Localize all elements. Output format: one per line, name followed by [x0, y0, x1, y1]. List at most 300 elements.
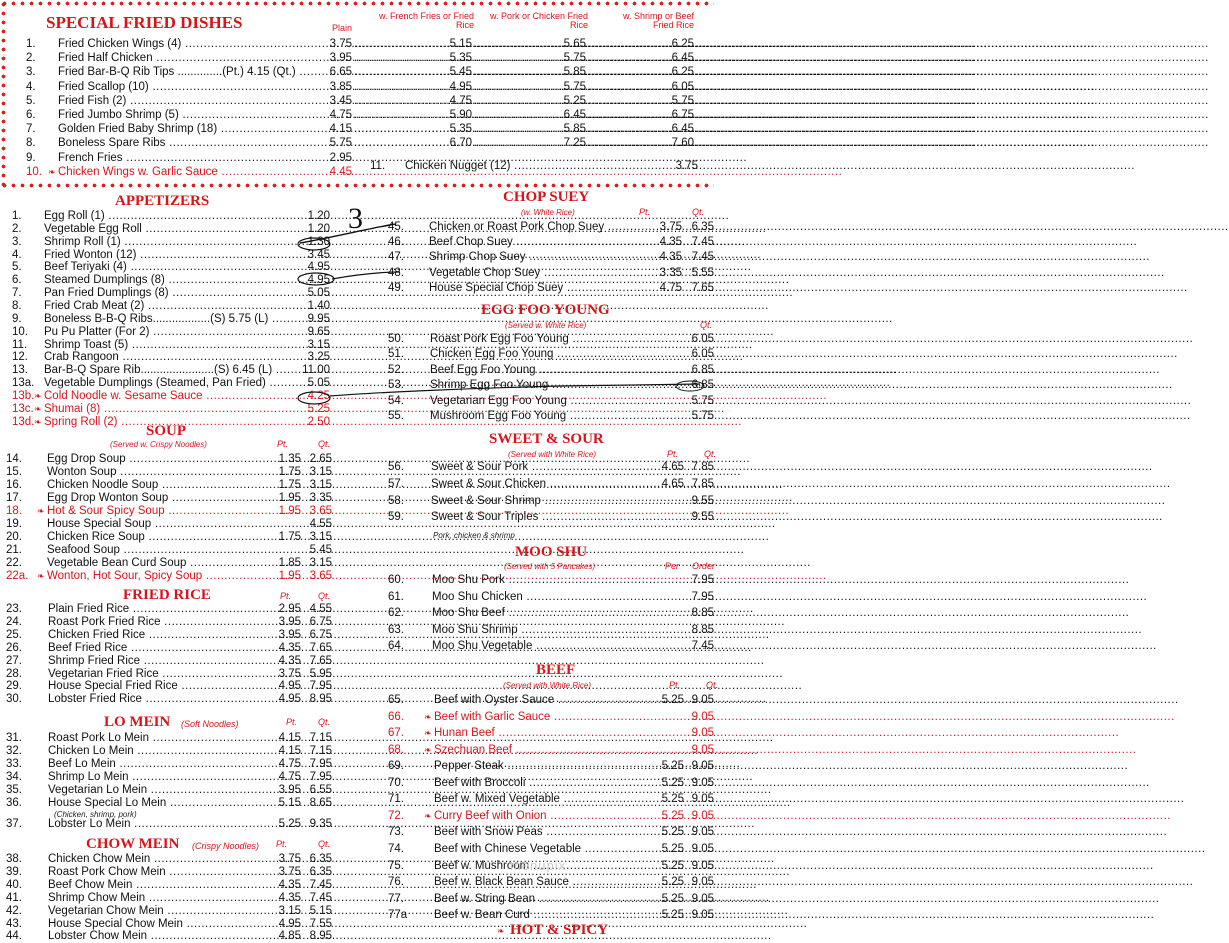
price-quart: 8.95: [309, 930, 332, 943]
item-price: 9.95: [307, 312, 330, 325]
price-pint: 3.15: [278, 904, 301, 917]
price-quart: 9.05: [691, 842, 714, 855]
price-quart: 8.65: [309, 796, 332, 809]
price-shrimp: 6.25: [671, 66, 694, 79]
item-name: Sweet & Sour Triples .....: [431, 511, 654, 524]
item-number: 18.: [6, 505, 22, 517]
price-french: 5.35: [449, 123, 472, 136]
item-price: 5.75: [691, 394, 714, 407]
price-quart: 7.65: [691, 281, 714, 294]
lo-mein-note: (Chicken, shrimp, pork): [54, 810, 137, 819]
item-price: 3.15: [307, 338, 330, 351]
item-number: 4.: [12, 248, 22, 261]
price-quart: 7.45: [691, 251, 714, 264]
price-pint: 4.35: [659, 251, 682, 264]
price-pint: 5.25: [661, 776, 684, 789]
item-name: Boneless B-B-Q Ribs..................(S) 5.75 (L) .....: [44, 313, 298, 326]
price-pork: 5.75: [563, 52, 586, 65]
price-quart: 7.45: [309, 891, 332, 904]
price-pint: 4.75: [278, 770, 301, 783]
item-price: 8.85: [691, 623, 714, 636]
item-name: Shrimp Fried Rice .....: [48, 655, 273, 668]
item-price: 11.00: [302, 364, 330, 377]
item-number: 12.: [12, 351, 28, 364]
price-pint: 1.95: [278, 492, 301, 504]
price-quart: 9.05: [691, 909, 714, 922]
item-price: 6.05: [691, 333, 714, 345]
soup-subtitle: (Served w. Crispy Noodles): [110, 440, 207, 449]
price-quart: 5.55: [691, 266, 714, 279]
price-pint: 1.95: [278, 505, 301, 517]
item-price: 1.20: [307, 210, 330, 222]
item-name: Beef Chop Suey .....: [429, 236, 652, 249]
item-name: Roast Pork Egg Foo Young .....: [430, 333, 682, 346]
item-price: 5.05: [307, 377, 330, 390]
price-quart: 9.05: [691, 743, 714, 756]
price-pint: 3.75: [659, 221, 682, 233]
beef-subtitle: (Served with White Rice): [503, 681, 592, 690]
item-name: Pu Pu Platter (For 2) .....: [44, 326, 298, 339]
price-quart: 7.95: [309, 770, 332, 783]
item-price: 4.25: [307, 389, 330, 402]
price-quart: 9.05: [691, 876, 714, 889]
item-number: 38.: [6, 853, 22, 865]
item-number: 9.: [12, 312, 22, 325]
chili-pepper-icon: ❧: [424, 744, 432, 755]
price-pint: 4.95: [278, 917, 301, 930]
item-name: Beef Teriyaki (4) .....: [44, 261, 298, 274]
hot-spicy-title: HOT & SPICY: [510, 922, 609, 938]
item-number: 66.: [388, 710, 404, 723]
item-name: Chicken or Roast Pork Chop Suey .....: [429, 221, 652, 234]
price-pint: 4.95: [278, 680, 301, 693]
item-price: 4.95: [307, 261, 330, 274]
item-name: Pepper Steak .....: [434, 760, 654, 773]
price-pint: 5.25: [661, 892, 684, 905]
beef-title: BEEF: [536, 662, 576, 678]
price-quart: 4.55: [309, 518, 332, 530]
item-price: 6.05: [691, 348, 714, 361]
price-shrimp: 6.25: [671, 38, 694, 50]
item-price: 5.75: [691, 410, 714, 422]
price-quart: 5.95: [309, 667, 332, 680]
item-price: 3.25: [307, 351, 330, 364]
item-number: 29.: [6, 680, 22, 693]
chili-pepper-icon: ❧: [497, 926, 505, 936]
item-name: Beef w. Black Bean Sauce .....: [434, 876, 654, 889]
price-pint: 1.95: [278, 570, 301, 582]
price-pint: 4.35: [278, 654, 301, 667]
item-number: 30.: [6, 693, 22, 706]
sweet_sour-header-qt: Qt.: [704, 449, 717, 459]
item-name: Fried Crab Meat (2) .....: [44, 300, 298, 313]
item-number: 37.: [6, 818, 22, 831]
item-number: 68.: [388, 743, 404, 756]
item-name: Pan Fried Dumplings (8) .....: [44, 287, 298, 300]
item-number: 28.: [6, 667, 22, 680]
item-number: 36.: [6, 796, 22, 809]
item-name: Roast Pork Lo Mein .....: [48, 732, 273, 745]
item-name: Plain Fried Rice .....: [48, 603, 273, 616]
item-number: 76.: [388, 876, 404, 889]
item-number: 25.: [6, 628, 22, 641]
item-name: Fried Chicken Wings (4) .....: [58, 38, 322, 51]
item-number: 65.: [388, 694, 404, 706]
sweet_sour-subtitle: (Served with White Rice): [508, 450, 597, 459]
item-name: Szechuan Beef .....: [434, 744, 654, 757]
soup-header-pt: Pt.: [277, 439, 289, 449]
price-quart: 6.55: [309, 783, 332, 796]
item-name: Vegetable Bean Curd Soup .....: [47, 557, 273, 570]
chili-pepper-icon: ❧: [424, 728, 432, 739]
item-name: Chicken Lo Mein .....: [48, 745, 273, 758]
header-french: w. French Fries or Fried Rice: [378, 11, 474, 30]
price-quart: 9.05: [691, 892, 714, 905]
item-number: 15.: [6, 466, 22, 478]
item-name: Curry Beef with Onion .....: [434, 810, 654, 823]
price-plain: 4.15: [329, 123, 352, 136]
item-number: 32.: [6, 744, 22, 757]
item-name: Moo Shu Shrimp .....: [432, 624, 682, 637]
price-pork: 5.25: [563, 94, 586, 107]
price-pint: 1.75: [278, 531, 301, 543]
price-quart: 7.55: [309, 917, 332, 930]
item-number: 9.: [26, 151, 36, 164]
item-name: Cold Noodle w. Sesame Sauce .....: [44, 390, 298, 403]
price-pork: 5.85: [563, 123, 586, 136]
item-number: 77.: [388, 892, 404, 905]
item-price: 4.95: [307, 274, 330, 287]
item-name: House Special Fried Rice .....: [48, 680, 273, 693]
chop_suey-header-qt: Qt.: [692, 207, 705, 217]
item-name: Vegetarian Fried Rice .....: [48, 668, 273, 681]
item-number: 20.: [6, 531, 22, 543]
item-name: Bar-B-Q Spare Rib.......................(S) 6.45 (L) .....: [44, 364, 298, 377]
price-quart: 6.35: [309, 865, 332, 878]
item-number: 27.: [6, 654, 22, 667]
item-number: 35.: [6, 783, 22, 796]
moo_shu-subtitle: (Served with 5 Pancakes): [504, 562, 596, 571]
item-name: Vegetable Egg Roll .....: [44, 223, 298, 236]
price-pint: 5.25: [661, 909, 684, 922]
price-quart: 7.95: [309, 680, 332, 693]
item-name: Beef Fried Rice .....: [48, 642, 273, 655]
item-price: 6.85: [691, 363, 714, 376]
item-number: 50.: [388, 333, 404, 345]
price-pork: 6.45: [563, 109, 586, 121]
item-name: Shrimp Chop Suey .....: [429, 251, 652, 264]
item-number: 71.: [388, 793, 404, 806]
item-name: Beef w. Mixed Vegetable .....: [434, 793, 654, 806]
item-number: 1.: [26, 38, 36, 50]
chili-pepper-icon: ❧: [34, 390, 42, 401]
fried_rice-title: FRIED RICE: [123, 587, 211, 603]
price-quart: 7.85: [691, 477, 714, 490]
item-name: House Special Chop Suey .....: [429, 282, 652, 295]
price-pint: 3.95: [278, 783, 301, 796]
price-quart: 9.05: [691, 710, 714, 723]
price-plain: 4.75: [329, 109, 352, 121]
price-pint: 4.15: [278, 744, 301, 757]
item-name: Moo Shu Beef .....: [432, 607, 682, 620]
item-number: 55.: [388, 410, 404, 422]
chili-pepper-icon: ❧: [34, 403, 42, 414]
price-pint: 5.25: [661, 694, 684, 706]
price-pint: 5.15: [278, 796, 301, 809]
price-shrimp: 7.60: [671, 137, 694, 150]
item-number: 33.: [6, 757, 22, 770]
item-number: 60.: [388, 574, 404, 586]
item-number: 11.: [12, 338, 28, 351]
price-pint: 3.75: [278, 667, 301, 680]
item-number: 74.: [388, 842, 404, 855]
price-quart: 3.15: [309, 557, 332, 569]
item-number: 73.: [388, 826, 404, 839]
egg_foo_young-subtitle: (Served w. White Rice): [505, 321, 587, 330]
chili-pepper-icon: ❧: [37, 571, 45, 581]
item-number: 77a: [388, 909, 408, 922]
item-number: 23.: [6, 603, 22, 615]
price-shrimp: 6.75: [671, 109, 694, 121]
chili-pepper-icon: ❧: [37, 506, 45, 516]
item-number: 8.: [12, 299, 22, 312]
item-number: 22a.: [6, 570, 29, 582]
item-number: 19.: [6, 518, 22, 530]
item-name: Chicken Wings w. Garlic Sauce .....: [58, 166, 322, 179]
item-name: Egg Drop Wonton Soup .....: [47, 492, 273, 505]
appetizers-title: APPETIZERS: [115, 193, 210, 209]
header-shrimp: w. Shrimp or Beef Fried Rice: [622, 11, 694, 30]
item-name: Roast Pork Fried Rice .....: [48, 616, 273, 629]
item-name: Lobster Lo Mein .....: [48, 818, 273, 831]
price-quart: 4.55: [309, 603, 332, 615]
item-number: 69.: [388, 760, 404, 773]
item-number: 53.: [388, 379, 404, 392]
price-quart: 6.35: [691, 221, 714, 233]
item-number: 21.: [6, 544, 22, 556]
item-number: 2.: [12, 222, 22, 235]
item-price: 5.05: [307, 287, 330, 300]
item-name: Shrimp Lo Mein .....: [48, 771, 273, 784]
item-price: 8.85: [691, 607, 714, 620]
item-number: 54.: [388, 394, 404, 407]
egg_foo_young-title: EGG FOO YOUNG: [481, 302, 610, 318]
price-pint: 4.65: [661, 461, 684, 473]
price-quart: 3.65: [309, 570, 332, 582]
price-quart: 9.05: [691, 760, 714, 773]
item-price: 9.65: [307, 325, 330, 338]
item-name: Chicken Chow Mein .....: [48, 853, 273, 866]
price-pint: 5.25: [661, 876, 684, 889]
price-pint: 5.25: [278, 818, 301, 831]
price-pint: 1.85: [278, 557, 301, 569]
item-name: Sweet & Sour Shrimp .....: [431, 495, 654, 508]
price-pint: 4.15: [278, 732, 301, 744]
item-number: 58.: [388, 494, 404, 507]
item-name: Shrimp Roll (1) .....: [44, 236, 298, 249]
item-name: Chicken Rice Soup .....: [47, 531, 273, 544]
item-number: 48.: [388, 266, 404, 279]
item-name: Sweet & Sour Chicken .....: [431, 478, 654, 491]
item-number: 17.: [6, 492, 22, 504]
item-number: 13a.: [12, 377, 35, 390]
item-name: Beef with Garlic Sauce .....: [434, 711, 654, 724]
price-quart: 6.75: [309, 615, 332, 628]
price-french: 4.75: [449, 94, 472, 107]
price-quart: 9.05: [691, 826, 714, 839]
price-quart: 6.35: [309, 853, 332, 865]
item-name: Moo Shu Vegetable .....: [432, 640, 682, 653]
item-name: Shrimp Chow Mein .....: [48, 892, 273, 905]
price-pint: 3.75: [278, 865, 301, 878]
price-pint: 3.95: [278, 615, 301, 628]
price-quart: 5.15: [309, 904, 332, 917]
item-name: Sweet & Sour Pork .....: [431, 461, 654, 474]
item-name: Beef with Snow Peas .....: [434, 826, 654, 839]
price-quart: 9.55: [691, 494, 714, 507]
price-plain: 4.45: [329, 165, 352, 178]
item-name: Hunan Beef .....: [434, 727, 654, 740]
fried_rice-header-qt: Qt.: [318, 591, 331, 601]
price-pint: 4.35: [278, 891, 301, 904]
price-pint: 5.25: [661, 809, 684, 822]
item-name: House Special Chow Mein .....: [48, 918, 273, 931]
price-quart: 2.65: [309, 453, 332, 465]
item-name: Fried Bar-B-Q Rib Tips ..............(Pt.) 4.15 (Qt.) .....: [58, 66, 322, 79]
lo_mein-subtitle: (Soft Noodles): [181, 719, 239, 729]
price-quart: 9.35: [309, 818, 332, 831]
item-number: 8.: [26, 137, 36, 150]
item-number: 24.: [6, 615, 22, 628]
price-pint: 1.75: [278, 466, 301, 478]
item-name: Shrimp Toast (5) .....: [44, 339, 298, 352]
price-pint: 4.35: [278, 641, 301, 654]
lo_mein-title: LO MEIN: [104, 714, 171, 730]
item-name: Vegetarian Egg Foo Young .....: [430, 395, 682, 408]
item-number: 49.: [388, 281, 404, 294]
price-plain: 6.65: [329, 66, 352, 79]
price-quart: 3.15: [309, 531, 332, 543]
item-number: 62.: [388, 607, 404, 620]
sweet_sour-header-pt: Pt.: [667, 449, 679, 459]
price-plain: 3.45: [329, 94, 352, 107]
price-shrimp: 6.05: [671, 80, 694, 93]
item-number: 6.: [12, 274, 22, 287]
item-number: 61.: [388, 590, 404, 603]
fried_rice-header-pt: Pt.: [280, 591, 292, 601]
item-name: Beef with Broccoli .....: [434, 777, 654, 790]
item-number: 57.: [388, 477, 404, 490]
item-number: 13b.: [12, 389, 35, 402]
moo_shu-header-per: Per: [665, 561, 680, 571]
item-name: Seafood Soup .....: [47, 544, 273, 557]
price-quart: 3.35: [309, 492, 332, 504]
item-name: Fried Fish (2) .....: [58, 95, 322, 108]
item-number: 63.: [388, 623, 404, 636]
header-pork: w. Pork or Chicken Fried Rice: [489, 11, 588, 30]
price-quart: 5.45: [309, 544, 332, 556]
price-pint: 5.25: [661, 826, 684, 839]
chop_suey-title: CHOP SUEY: [503, 189, 590, 205]
item-name: Beef with Oyster Sauce .....: [434, 694, 654, 707]
beef-header-pt: Pt.: [669, 680, 681, 690]
item-name: Vegetarian Lo Mein .....: [48, 784, 273, 797]
moo_shu-title: MOO SHU: [515, 544, 588, 560]
price-pint: 1.75: [278, 479, 301, 491]
item-number: 39.: [6, 865, 22, 878]
item-name: Hot & Sour Spicy Soup .....: [47, 505, 273, 518]
price-quart: 7.65: [309, 654, 332, 667]
item-name: Fried Half Chicken .....: [58, 52, 322, 65]
price-pint: 3.35: [659, 266, 682, 279]
item-name: Lobster Chow Mein .....: [48, 930, 273, 943]
item-number: 59.: [388, 511, 404, 524]
scribble-number: 3: [348, 202, 363, 235]
price-quart: 9.05: [691, 727, 714, 740]
price-pork: 5.85: [563, 66, 586, 79]
item-name: Chicken Nugget (12) .....: [405, 160, 667, 173]
item-number: 75.: [388, 859, 404, 872]
price-pint: 5.25: [661, 842, 684, 855]
watermark: menupix: [510, 858, 567, 873]
item-number: 7.: [12, 287, 22, 300]
price-quart: 7.45: [691, 236, 714, 249]
price-pint: 5.25: [661, 793, 684, 806]
price-plain: 5.75: [329, 137, 352, 150]
price-quart: 9.05: [691, 694, 714, 706]
item-name: Fried Jumbo Shrimp (5) .....: [58, 109, 322, 122]
price-french: 6.70: [449, 137, 472, 150]
price-pint: 2.95: [278, 603, 301, 615]
item-price: 7.95: [691, 590, 714, 603]
item-name: Wonton Soup .....: [47, 466, 273, 479]
item-number: 4.: [26, 80, 36, 93]
chow_mein-subtitle: (Crispy Noodles): [192, 841, 260, 851]
item-number: 6.: [26, 109, 36, 121]
item-name: Spring Roll (2) .....: [44, 416, 298, 429]
item-name: Chicken Noodle Soup .....: [47, 479, 273, 492]
item-price: 2.50: [307, 415, 330, 428]
item-number: 56.: [388, 461, 404, 473]
item-name: Wonton, Hot Sour, Spicy Soup .....: [47, 570, 273, 583]
egg_foo_young-header-qt: Qt.: [700, 320, 713, 330]
item-name: Beef Lo Mein .....: [48, 758, 273, 771]
item-price: 3.75: [675, 160, 698, 172]
item-name: Egg Roll (1) .....: [44, 210, 298, 223]
price-plain: 3.85: [329, 80, 352, 93]
item-name: Moo Shu Pork .....: [432, 574, 682, 587]
item-name: Mushroom Egg Foo Young .....: [430, 410, 682, 423]
price-quart: 3.15: [309, 466, 332, 478]
price-pint: 5.25: [661, 859, 684, 872]
item-name: Vegetable Dumplings (Steamed, Pan Fried) .....: [44, 377, 298, 390]
item-name: Shumai (8) .....: [44, 403, 298, 416]
item-number: 45.: [388, 221, 404, 233]
item-number: 41.: [6, 891, 22, 904]
item-number: 3.: [12, 235, 22, 248]
item-number: 14.: [6, 453, 22, 465]
price-pork: 5.65: [563, 38, 586, 50]
item-number: 13c.: [12, 402, 34, 415]
item-name: Beef Chow Mein .....: [48, 879, 273, 892]
item-price: 6.85: [691, 379, 714, 392]
item-number: 42.: [6, 904, 22, 917]
special-title: SPECIAL FRIED DISHES: [46, 13, 243, 32]
item-number: 26.: [6, 641, 22, 654]
item-price: 3.45: [307, 248, 330, 261]
item-name: Crab Rangoon .....: [44, 351, 298, 364]
item-price: 5.25: [307, 402, 330, 415]
